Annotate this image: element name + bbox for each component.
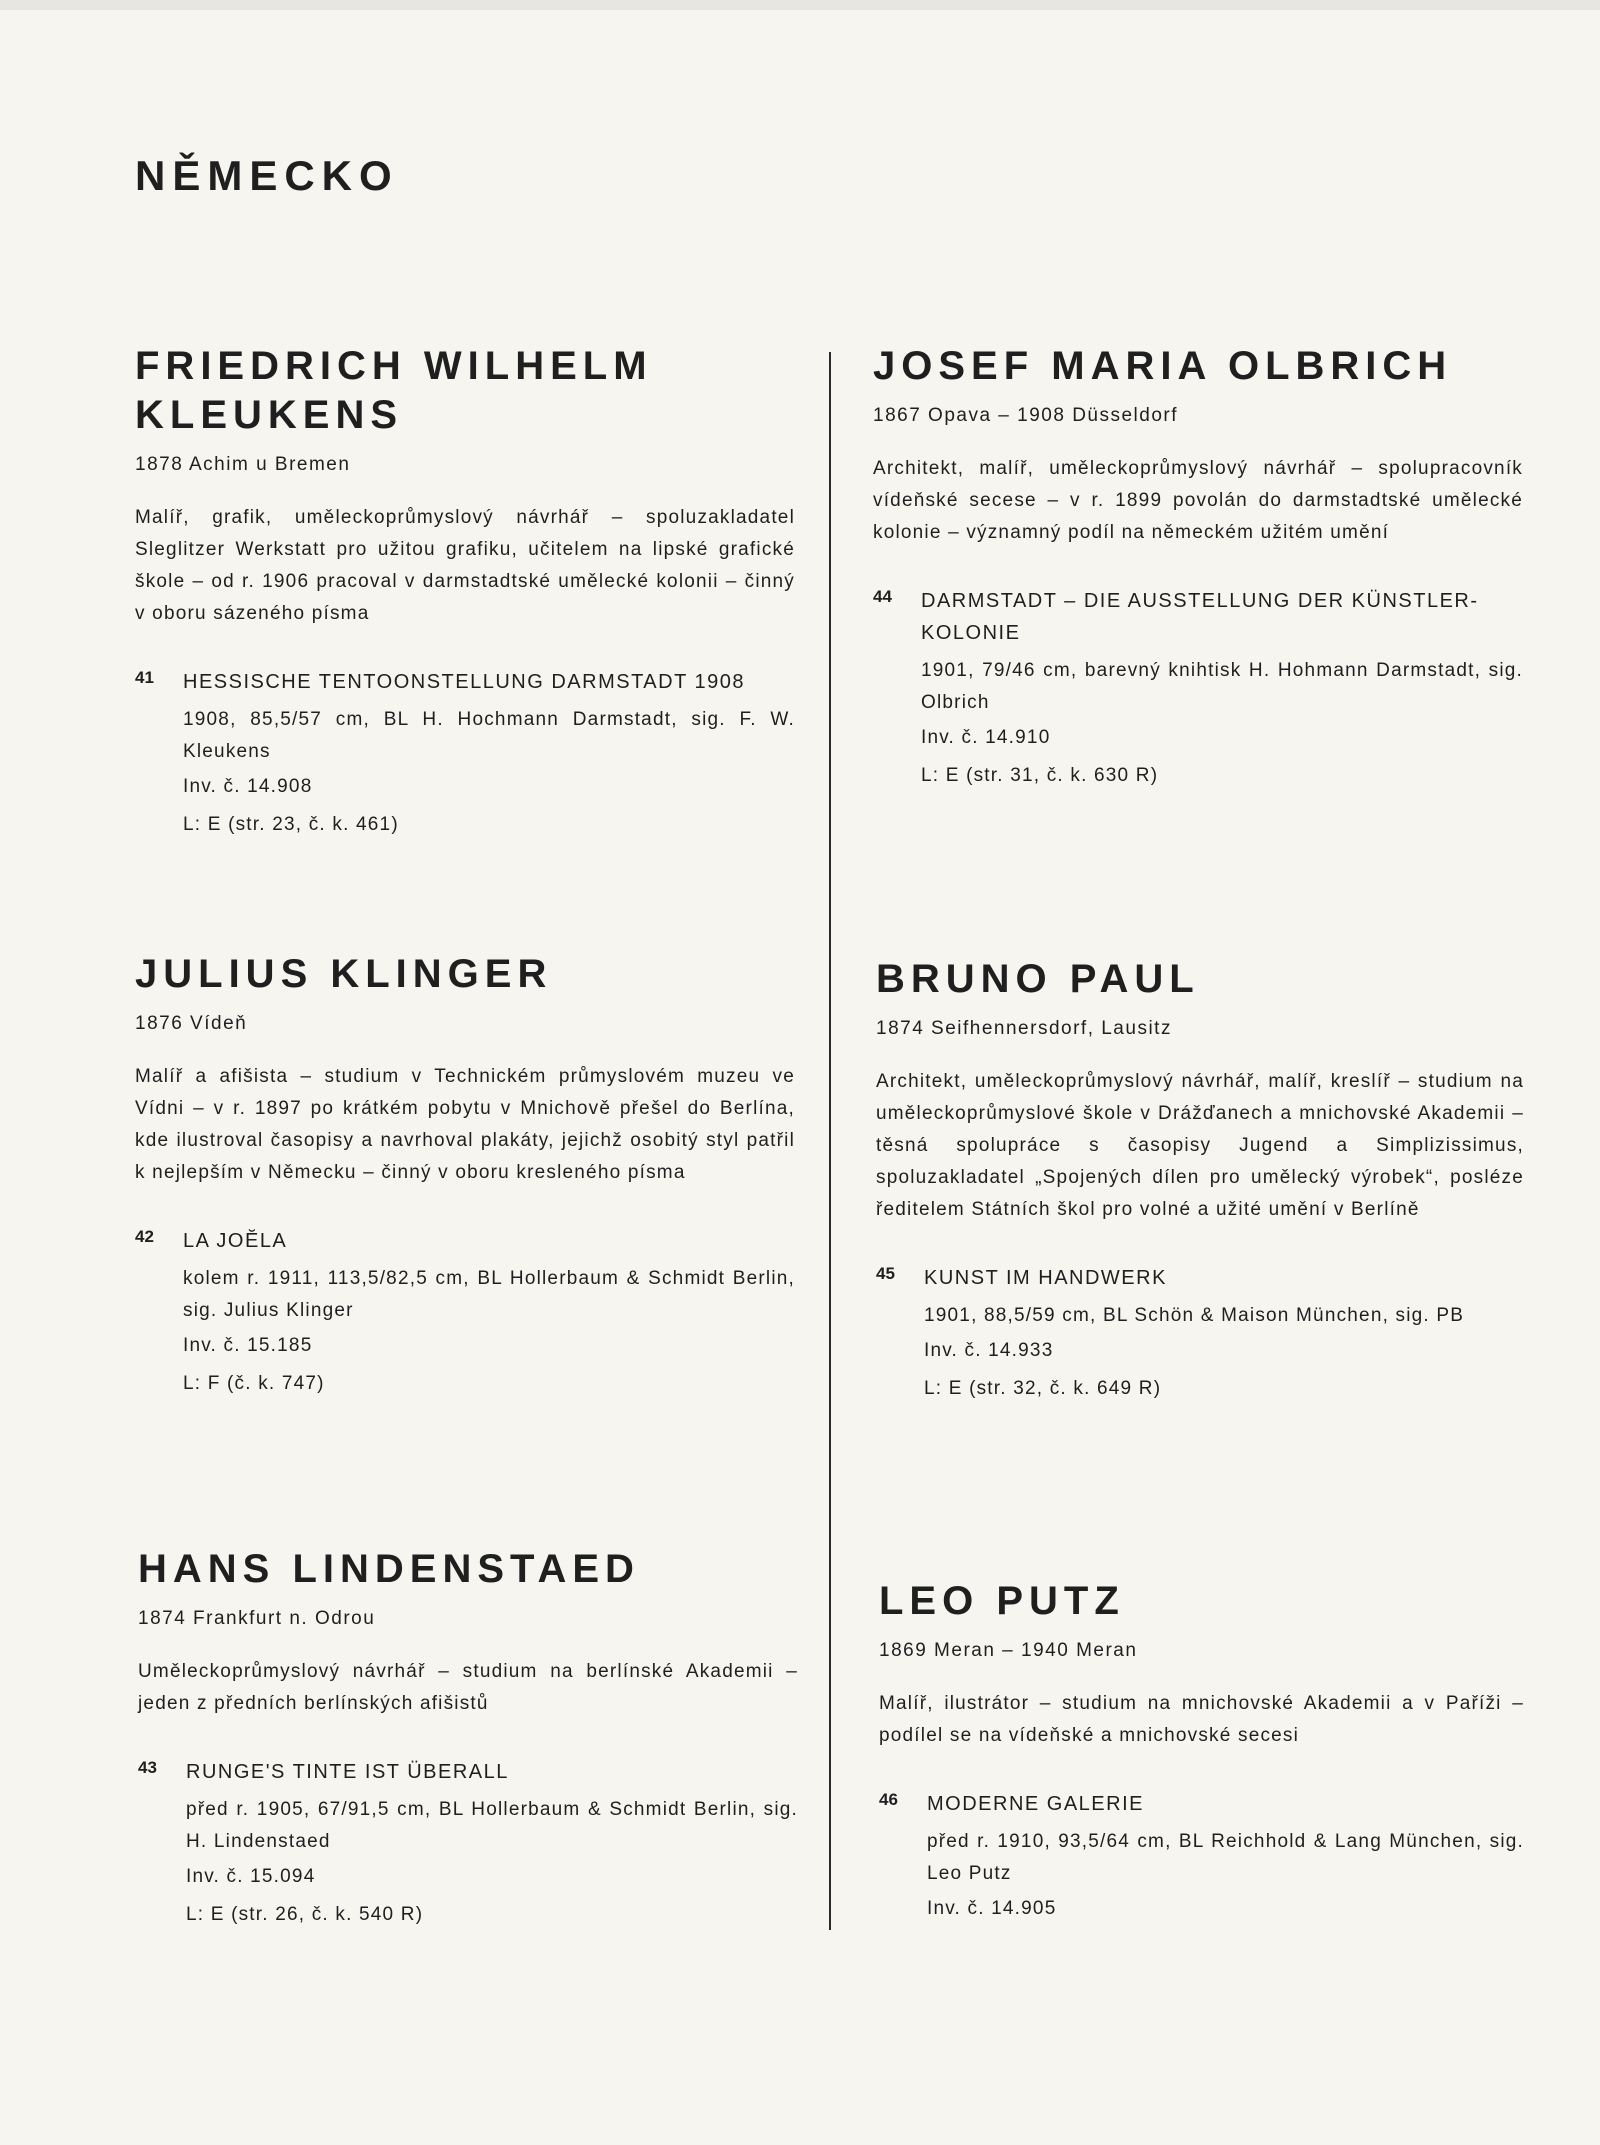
artist-dates: 1874 Frankfurt n. Odrou: [138, 1608, 376, 1629]
item-literature: L: E (str. 31, č. k. 630 R): [921, 765, 1159, 786]
artist-bio: Architekt, uměleckoprůmyslový návrhář, malíř, kreslíř – studium na uměleckoprůmyslové škole v Drážďanech a mnichovské Akademii – těsná spolupráce s časopisy Jugend a Simplizissimus, spoluzakladatel „Spojených dílen pro umělecký výrobek“, posléze ředitelem Státních škol pro volné a užité umění v Berlíně: [876, 1071, 1524, 1220]
item-inventory: Inv. č. 14.933: [924, 1340, 1054, 1361]
artist-name: HANS LINDENSTAED: [138, 1547, 640, 1591]
item-description: 1901, 79/46 cm, barevný knihtisk H. Hohmann Darmstadt, sig. Olbrich: [921, 660, 1523, 713]
item-description: před r. 1910, 93,5/64 cm, BL Reichhold & Lang München, sig. Leo Putz: [927, 1831, 1524, 1884]
item-inventory: Inv. č. 15.185: [183, 1335, 313, 1356]
item-inventory: Inv. č. 14.910: [921, 727, 1051, 748]
item-number: 41: [135, 668, 154, 687]
item-title: KUNST IM HANDWERK: [924, 1267, 1167, 1289]
artist-entry-klinger: [135, 950, 795, 1403]
poster-item: [135, 666, 795, 844]
artist-name: JOSEF MARIA OLBRICH: [873, 344, 1453, 388]
item-inventory: Inv. č. 15.094: [186, 1866, 316, 1887]
artist-entry-paul: [876, 955, 1524, 1408]
item-title: DARMSTADT – DIE AUSSTELLUNG DER KÜNSTLER-KOLONIE: [921, 590, 1479, 644]
item-title: RUNGE'S TINTE IST ÜBERALL: [186, 1761, 509, 1783]
item-title: HESSISCHE TENTOONSTELLUNG DARMSTADT 1908: [183, 671, 745, 693]
artist-entry-olbrich: [873, 342, 1523, 795]
item-description: 1901, 88,5/59 cm, BL Schön & Maison München, sig. PB: [924, 1305, 1465, 1326]
poster-item: [879, 1788, 1524, 1928]
artist-bio: Malíř, grafik, uměleckoprůmyslový návrhář – spoluzakladatel Sleglitzer Werkstatt pro užitou grafiku, učitelem na lipské grafické škole – od r. 1906 pracoval v darmstadtské umělecké kolonii – činný v oboru sázeného písma: [135, 507, 795, 624]
poster-item: [135, 1225, 795, 1403]
column-divider: [829, 352, 831, 1930]
item-inventory: Inv. č. 14.908: [183, 776, 313, 797]
item-number: 46: [879, 1790, 898, 1809]
artist-dates: 1876 Vídeň: [135, 1013, 248, 1034]
item-description: kolem r. 1911, 113,5/82,5 cm, BL Hollerbaum & Schmidt Berlin, sig. Julius Klinger: [183, 1268, 795, 1321]
artist-entry-lindenstaed: [138, 1545, 798, 1934]
artist-dates: 1867 Opava – 1908 Düsseldorf: [873, 405, 1179, 426]
page-top-edge: [0, 0, 1600, 10]
item-number: 45: [876, 1264, 895, 1283]
item-number: 42: [135, 1227, 154, 1246]
item-literature: L: E (str. 32, č. k. 649 R): [924, 1378, 1162, 1399]
artist-bio: Architekt, malíř, uměleckoprůmyslový návrhář – spolupracovník vídeňské secese – v r. 1899 povolán do darmstadtské umělecké kolonie – významný podíl na německém užitém umění: [873, 458, 1523, 543]
item-description: 1908, 85,5/57 cm, BL H. Hochmann Darmstadt, sig. F. W. Kleukens: [183, 709, 795, 762]
artist-entry-kleukens: [135, 342, 795, 844]
artist-dates: 1878 Achim u Bremen: [135, 454, 351, 475]
item-number: 44: [873, 587, 892, 606]
artist-name: JULIUS KLINGER: [135, 952, 553, 996]
artist-bio: Malíř, ilustrátor – studium na mnichovské Akademii a v Paříži – podílel se na vídeňské a mnichovské secesi: [879, 1693, 1524, 1746]
poster-item: [876, 1262, 1524, 1408]
artist-entry-putz: [879, 1577, 1524, 1928]
item-literature: L: E (str. 23, č. k. 461): [183, 814, 399, 835]
artist-name: LEO PUTZ: [879, 1579, 1125, 1623]
item-description: před r. 1905, 67/91,5 cm, BL Hollerbaum & Schmidt Berlin, sig. H. Lindenstaed: [186, 1799, 798, 1852]
poster-item: [873, 585, 1523, 795]
item-title: LA JOĔLA: [183, 1230, 288, 1252]
item-literature: L: E (str. 26, č. k. 540 R): [186, 1904, 424, 1925]
item-inventory: Inv. č. 14.905: [927, 1898, 1057, 1919]
artist-name: BRUNO PAUL: [876, 957, 1200, 1001]
item-number: 43: [138, 1758, 157, 1777]
item-literature: L: F (č. k. 747): [183, 1373, 325, 1394]
artist-dates: 1869 Meran – 1940 Meran: [879, 1640, 1138, 1661]
poster-item: [138, 1756, 798, 1934]
artist-dates: 1874 Seifhennersdorf, Lausitz: [876, 1018, 1172, 1039]
artist-bio: Malíř a afišista – studium v Technickém průmyslovém muzeu ve Vídni – v r. 1897 po krátkém pobytu v Mnichově přešel do Berlína, kde ilustroval časopisy a navrhoval plakáty, jejichž osobitý styl patřil k nejlepším v Německu – činný v oboru kresleného písma: [135, 1066, 795, 1183]
page-title: NĚMECKO: [135, 152, 399, 199]
item-title: MODERNE GALERIE: [927, 1793, 1144, 1815]
artist-name: FRIEDRICH WILHELM KLEUKENS: [135, 344, 653, 437]
artist-bio: Uměleckoprůmyslový návrhář – studium na berlínské Akademii – jeden z předních berlínských afišistů: [138, 1661, 798, 1714]
